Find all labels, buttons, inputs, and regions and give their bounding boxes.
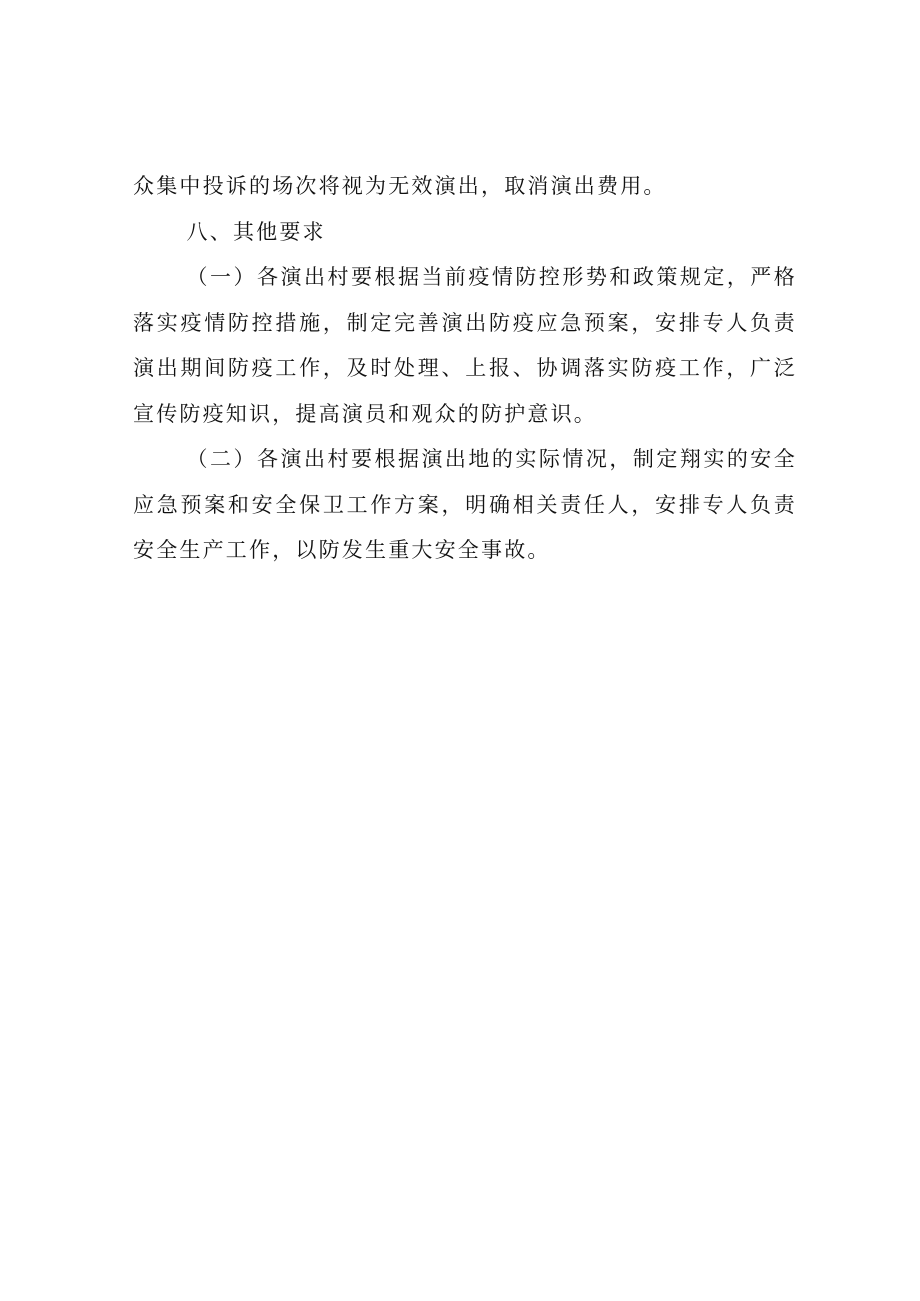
section-heading-other-requirements: 八、其他要求 xyxy=(186,219,326,244)
paragraph-continuation: 众集中投诉的场次将视为无效演出，取消演出费用。 xyxy=(133,174,667,198)
document-body xyxy=(133,164,797,574)
paragraph-item-2-safety: （二）各演出村要根据演出地的实际情况，制定翔实的安全应急预案和安全保卫工作方案，明确相关责任人，安排专人负责安全生产工作，以防发生重大安全事故。 xyxy=(133,447,797,562)
paragraph-item-1-epidemic-prevention: （一）各演出村要根据当前疫情防控形势和政策规定，严格落实疫情防控措施，制定完善演出防疫应急预案，安排专人负责演出期间防疫工作，及时处理、上报、协调落实防疫工作，广泛宣传防疫知识，提高演员和观众的防护意识。 xyxy=(133,265,797,426)
